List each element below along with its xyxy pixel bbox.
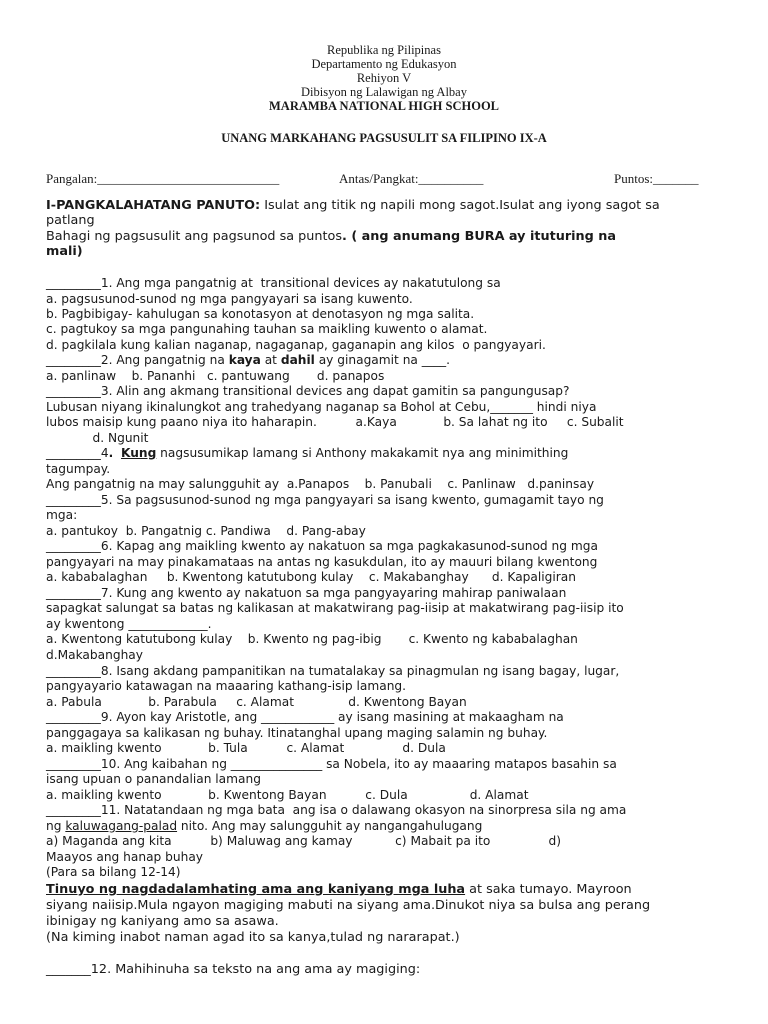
question-1-option-a: a. pagsusunod-sunod ng mga pangyayari sa isang kuwento. <box>46 292 413 306</box>
passage-line-2: siyang naiisip.Mula ngayon magiging mabuti na siyang ama.Dinukot niya sa bulsa ang perang <box>46 898 651 913</box>
question-2-options: a. panlinaw b. Pananhi c. pantuwang d. panapos <box>46 369 385 383</box>
name-field[interactable]: Pangalan:____________________________ <box>46 171 280 186</box>
question-7-options: a. Kwentong katutubong kulay b. Kwento ng pag-ibig c. Kwento ng kababalaghan <box>46 632 578 646</box>
exam-title: UNANG MARKAHANG PAGSUSULIT SA FILIPINO IX-A <box>221 131 547 145</box>
question-8: _________8. Isang akdang pampanitikan na tumatalakay sa pinagmulan ng isang bagay, lugar, <box>46 664 620 678</box>
question-1-option-b: b. Pagbibigay- kahulugan sa konotasyon at denotasyon ng mga salita. <box>46 307 475 321</box>
grade-field[interactable]: Antas/Pangkat:__________ <box>339 171 484 186</box>
question-12: _______12. Mahihinuha sa teksto na ang ama ay magiging: <box>46 962 421 977</box>
question-1-option-d: d. pagkilala kung kalian naganap, nagaganap, gaganapin ang kilos o pangyayari. <box>46 338 546 352</box>
school-name: MARAMBA NATIONAL HIGH SCHOOL <box>269 99 499 113</box>
instructions-line-1 <box>46 198 736 213</box>
question-11-underlined-word: kaluwagang-palad <box>65 819 178 833</box>
question-1-option-c: c. pagtukoy sa mga pangunahing tauhan sa maikling kuwento o alamat. <box>46 322 488 336</box>
question-10-options: a. maikling kwento b. Kwentong Bayan c. Dula d. Alamat <box>46 788 529 802</box>
question-5-line-2: mga: <box>46 508 78 522</box>
question-6-line-2: pangyayari na may pinakamataas na antas ng kasukdulan, ito ay mauuri bilang kwentong <box>46 555 598 569</box>
instructions-line-3 <box>46 229 736 244</box>
header-region: Rehiyon V <box>356 71 412 85</box>
question-7-line-3: ay kwentong _____________. <box>46 617 212 631</box>
question-2-word-kaya: kaya <box>228 353 261 367</box>
question-7-option-d: d.Makabanghay <box>46 648 143 662</box>
question-3-options: lubos maisip kung paano niya ito haharapin. a.Kaya b. Sa lahat ng ito c. Subalit <box>46 415 624 429</box>
question-8-line-2: pangyayario katawagan na maaaring kathang-isip lamang. <box>46 679 407 693</box>
question-4-options: Ang pangatnig na may salungguhit ay a.Panapos b. Panubali c. Panlinaw d.paninsay <box>46 477 595 491</box>
instructions-rule: Bahagi ng pagsusulit ang pagsunod sa puntos <box>46 229 343 244</box>
question-5-options: a. pantukoy b. Pangatnig c. Pandiwa d. Pang-abay <box>46 524 366 538</box>
question-8-options: a. Pabula b. Parabula c. Alamat d. Kwentong Bayan <box>46 695 467 709</box>
question-11-text: nito. Ang may salungguhit ay nangangahulugang <box>177 819 483 833</box>
question-10-line-2: isang upuan o panandalian lamang <box>46 772 261 786</box>
question-3: _________3. Alin ang akmang transitional devices ang dapat gamitin sa pangungusap? <box>46 384 570 398</box>
question-3-sentence: Lubusan niyang ikinalungkot ang trahedyang naganap sa Bohol at Cebu,_______ hindi niya <box>46 400 597 414</box>
instructions-label: I-PANGKALAHATANG PANUTO: <box>46 198 261 213</box>
question-11: _________11. Natatandaan ng mga bata ang isa o dalawang okasyon na sinorpresa sila ng ama <box>46 803 627 817</box>
passage-line-3: ibinigay ng kaniyang amo sa asawa. <box>46 914 279 929</box>
question-7-line-2: sapagkat salungat sa batas ng kalikasan at makatwirang pag-iisip at makatwirang pag-iisip ito <box>46 601 624 615</box>
passage-line-1 <box>46 882 736 897</box>
question-4-text: nagsusumikap lamang si Anthony makakamit nya ang minimithing <box>156 446 569 460</box>
instructions-line-4: mali) <box>46 244 83 259</box>
question-1: _________1. Ang mga pangatnig at transitional devices ay nakatutulong sa <box>46 276 501 290</box>
question-9-line-2: panggagaya sa kalikasan ng buhay. Itinatanghal upang maging salamin ng buhay. <box>46 726 548 740</box>
question-4-dot: . <box>108 446 114 460</box>
question-11-options: a) Maganda ang kita b) Maluwag ang kamay c) Mabait pa ito d) <box>46 834 561 848</box>
question-6: _________6. Kapag ang maikling kwento ay nakatuon sa mga pagkakasunod-sunod ng mga <box>46 539 598 553</box>
question-4-number: _________4 <box>46 446 109 460</box>
question-2-end: ay ginagamit na ____. <box>314 353 451 367</box>
passage-lead: Tinuyo ng nagdadalamhating ama ang kaniyang mga luha <box>46 882 466 897</box>
instructions-warning: . ( ang anumang BURA ay ituturing na <box>342 229 616 244</box>
question-5: _________5. Sa pagsusunod-sunod ng mga pangyayari sa isang kwento, gumagamit tayo ng <box>46 493 604 507</box>
question-4-word-kung: Kung <box>121 446 157 460</box>
instructions-line-2: patlang <box>46 213 95 228</box>
passage-line-1-rest: at saka tumayo. Mayroon <box>465 882 632 897</box>
question-9: _________9. Ayon kay Aristotle, ang ____________ ay isang masining at makaagham na <box>46 710 564 724</box>
question-4 <box>46 446 736 461</box>
question-11-line-2 <box>46 819 736 834</box>
question-3-option-d: d. Ngunit <box>46 431 149 445</box>
question-2-connector: at <box>260 353 281 367</box>
question-9-options: a. maikling kwento b. Tula c. Alamat d. Dula <box>46 741 446 755</box>
instructions-text: Isulat ang titik ng napili mong sagot.Isulat ang iyong sagot sa <box>260 198 660 213</box>
question-10: _________10. Ang kaibahan ng _______________ sa Nobela, ito ay maaaring matapos basahin sa <box>46 757 617 771</box>
question-11-prefix: ng <box>46 819 66 833</box>
header-division: Dibisyon ng Lalawigan ng Albay <box>301 85 467 99</box>
score-field[interactable]: Puntos:_______ <box>614 171 699 186</box>
passage-note: (Para sa bilang 12-14) <box>46 865 181 879</box>
question-2-text: _________2. Ang pangatnig na <box>46 353 229 367</box>
passage-line-4: (Na kiming inabot naman agad ito sa kanya,tulad ng nararapat.) <box>46 930 460 945</box>
question-6-options: a. kababalaghan b. Kwentong katutubong kulay c. Makabanghay d. Kapaligiran <box>46 570 576 584</box>
question-4-line-2: tagumpay. <box>46 462 111 476</box>
header-department: Departamento ng Edukasyon <box>311 57 457 71</box>
question-11-option-d: Maayos ang hanap buhay <box>46 850 204 864</box>
question-2 <box>46 353 736 368</box>
question-7: _________7. Kung ang kwento ay nakatuon sa mga pangyayaring mahirap paniwalaan <box>46 586 567 600</box>
header-republic: Republika ng Pilipinas <box>327 43 441 57</box>
question-2-word-dahil: dahil <box>280 353 315 367</box>
